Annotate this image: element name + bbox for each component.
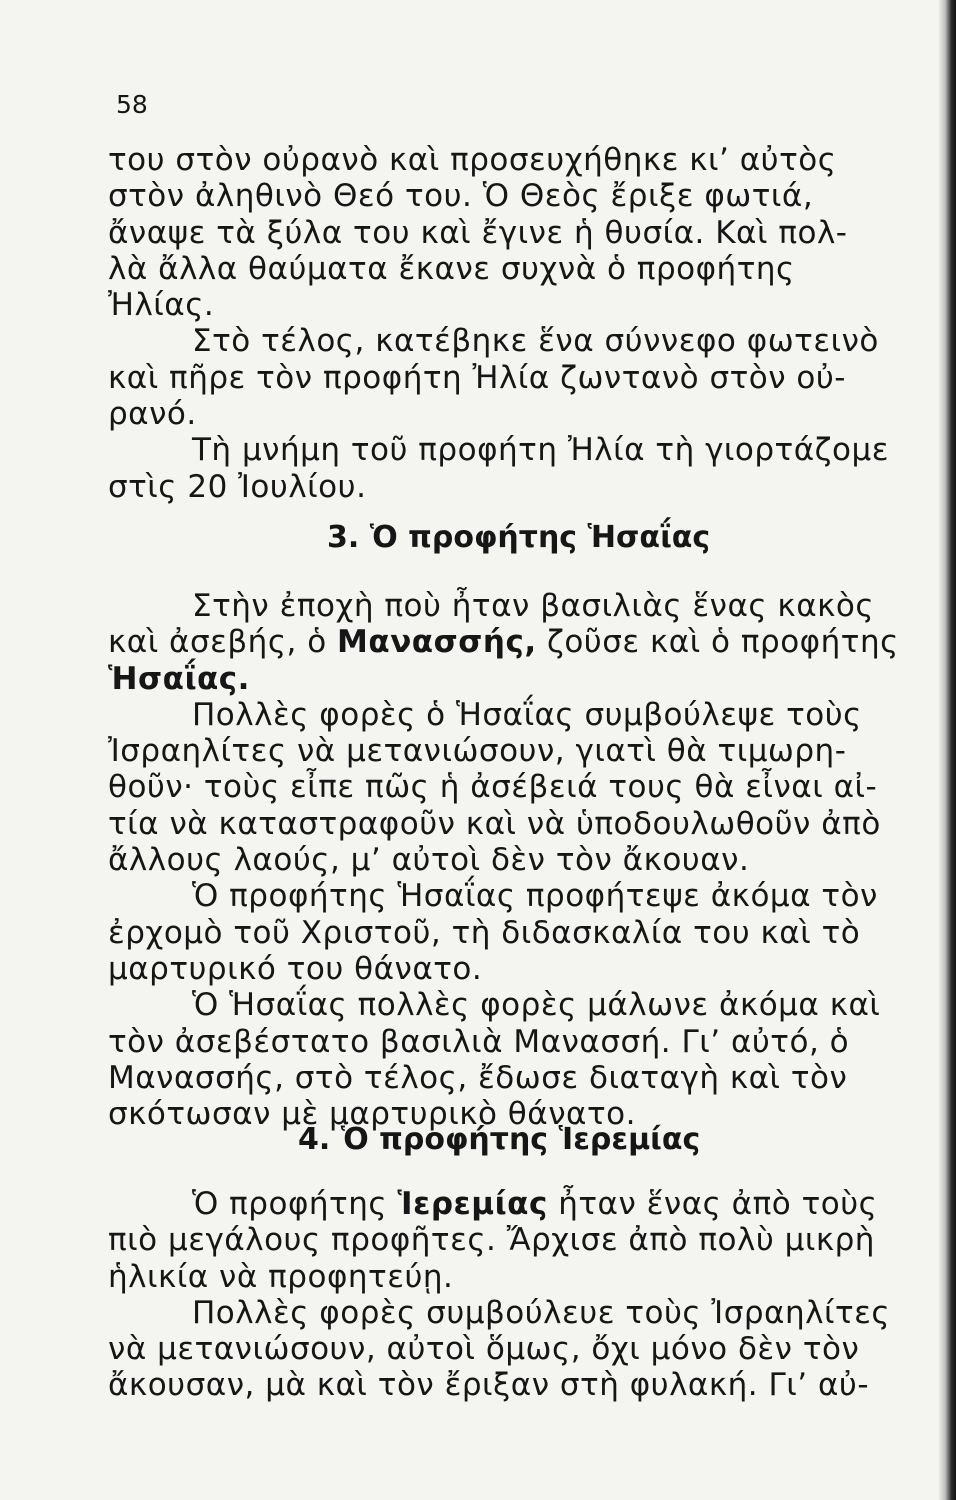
text-fragment: ζοῦσε καὶ ὁ προφήτης [536,624,899,661]
name-isaiah: Ἡσαΐας. [108,660,250,697]
text-line: Πολλὲς φορὲς ὁ Ἡσαΐας συμβούλεψε τοὺς [192,696,862,733]
text-line: Ὁ προφήτης Ἡσαΐας προφήτεψε ἀκόμα τὸν [192,878,878,915]
text-line: θοῦν· τοὺς εἶπε πῶς ἡ ἀσέβειά τους θὰ εἶναι αἰ- [108,769,878,806]
text-line: Στὸ τέλος, κατέβηκε ἕνα σύννεφο φωτεινὸ [192,323,879,360]
section-heading-isaiah: 3. Ὁ προφήτης Ἡσαΐας [327,520,711,555]
text-line [108,624,912,660]
text-line: τὸν ἀσεβέστατο βασιλιὰ Μανασσή. Γι’ αὐτό, ὁ [108,1023,850,1060]
page-number: 58 [116,90,148,119]
text-fragment: Ὁ προφήτης [192,1186,398,1222]
text-line: σκότωσαν μὲ μαρτυρικὸ θάνατο. [108,1096,636,1133]
text-fragment: καὶ ἀσεβής, ὁ [108,624,338,661]
jeremiah-text-block [108,1186,912,1404]
text-line: πιὸ μεγάλους προφῆτες. Ἄρχισε ἀπὸ πολὺ μικρὴ [108,1222,875,1259]
text-line: ἐρχομὸ τοῦ Χριστοῦ, τὴ διδασκαλία του καὶ τὸ [108,914,861,951]
elias-text-block [108,142,912,505]
text-line: τία νὰ καταστραφοῦν καὶ νὰ ὑποδουλωθοῦν ἀπὸ [108,805,881,842]
text-line: του στὸν οὐρανὸ καὶ προσευχήθηκε κι’ αὐτὸς [108,142,837,178]
text-line [108,1186,912,1222]
text-line: καὶ πῆρε τὸν προφήτη Ἠλία ζωντανὸ στὸν οὐ- [108,359,846,396]
text-line: Τὴ μνήμη τοῦ προφήτη Ἠλία τὴ γιορτάζομε [192,432,889,469]
text-fragment: ἦταν ἕνας ἀπὸ τοὺς [547,1186,878,1222]
name-jeremiah: Ἱερεμίας [397,1186,548,1222]
page-edge-shadow [938,0,956,1500]
text-line: Ὁ Ἡσαΐας πολλὲς φορὲς μάλωνε ἀκόμα καὶ [192,987,881,1024]
text-line: ἄναψε τὰ ξύλα του καὶ ἔγινε ἡ θυσία. Καὶ πολ- [108,214,848,251]
text-line: λὰ ἄλλα θαύματα ἔκανε συχνὰ ὁ προφήτης [108,250,795,287]
text-line: ἡλικία νὰ προφητεύῃ. [108,1258,454,1295]
text-line: Ἰσραηλίτες νὰ μετανιώσουν, γιατὶ θὰ τιμωρη- [108,733,847,770]
text-line: Μανασσής, στὸ τέλος, ἔδωσε διαταγὴ καὶ τὸν [108,1059,848,1096]
text-line: Πολλὲς φορὲς συμβούλευε τοὺς Ἰσραηλίτες [192,1294,891,1331]
text-line: στὸν ἀληθινὸ Θεό του. Ὁ Θεὸς ἔριξε φωτιά, [108,178,814,215]
text-line: ρανό. [108,396,197,433]
text-line: στὶς 20 Ἰουλίου. [108,468,367,505]
isaiah-text-block [108,588,912,1132]
section-heading-jeremiah: 4. Ὁ προφήτης Ἱερεμίας [298,1122,701,1157]
text-line: μαρτυρικό του θάνατο. [108,950,483,987]
text-line: Στὴν ἐποχὴ ποὺ ἦταν βασιλιὰς ἕνας κακὸς [192,588,875,624]
text-line: Ἠλίας. [108,287,215,324]
text-line: νὰ μετανιώσουν, αὐτοὶ ὅμως, ὄχι μόνο δὲν τὸν [108,1331,860,1368]
text-line: ἄκουσαν, μὰ καὶ τὸν ἔριξαν στὴ φυλακή. Γι’ αὐ- [108,1367,870,1404]
name-manasses: Μανασσής, [337,624,537,661]
text-line: ἄλλους λαούς, μ’ αὐτοὶ δὲν τὸν ἄκουαν. [108,842,750,879]
